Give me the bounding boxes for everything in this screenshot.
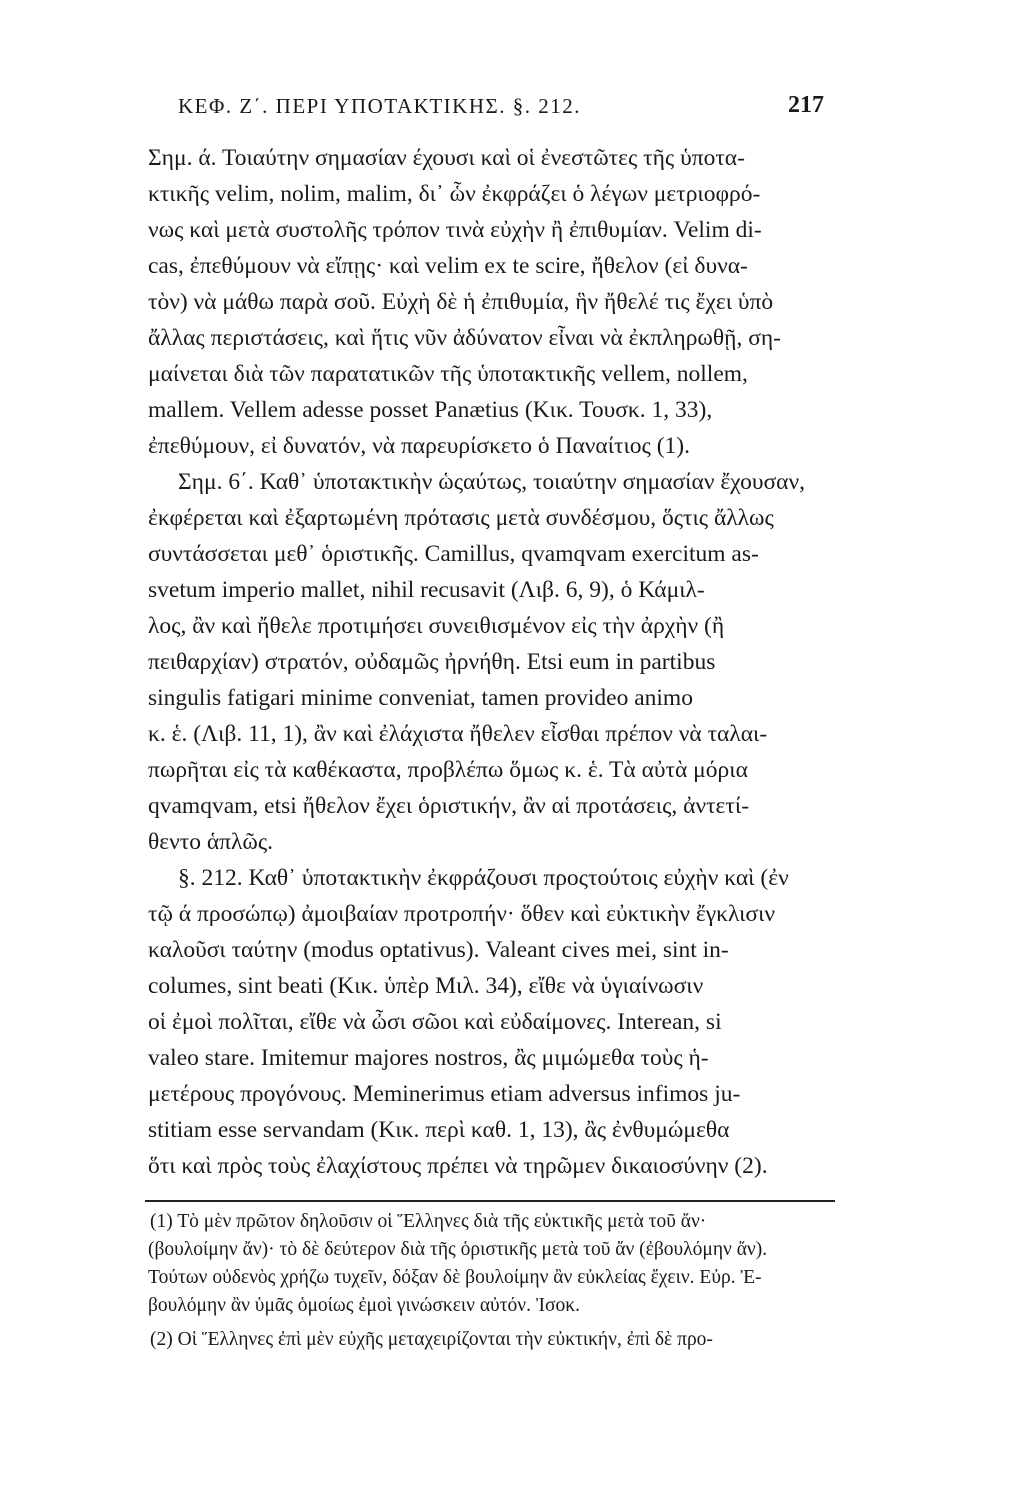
- text-line: stitiam esse servandam (Κικ. περὶ καθ. 1, 13), ἂς ἐνθυμώμεθα: [148, 1117, 730, 1143]
- text-line: καλοῦσι ταύτην (modus optativus). Valeant cives mei, sint in-: [148, 937, 729, 963]
- footnote-line: (βουλοίμην ἄν)· τὸ δὲ δεύτερον διὰ τῆς ὁριστικῆς μετὰ τοῦ ἄν (ἐβουλόμην ἄν).: [148, 1239, 768, 1260]
- text-line: κτικῆς velim, nolim, malim, δι᾽ ὧν ἐκφράζει ὁ λέγων μετριοφρό-: [148, 181, 761, 207]
- text-line: ἐπεθύμουν, εἰ δυνατόν, νὰ παρευρίσκετο ὁ Παναίτιος (1).: [148, 433, 690, 459]
- text-line: πωρῆται εἰς τὰ καθέκαστα, προβλέπω ὅμως κ. ἑ. Τὰ αὐτὰ μόρια: [148, 757, 748, 783]
- text-line: πειθαρχίαν) στρατόν, οὐδαμῶς ἠρνήθη. Etsi eum in partibus: [148, 649, 716, 675]
- text-line: ἄλλας περιστάσεις, καὶ ἥτις νῦν ἀδύνατον εἶναι νὰ ἐκπληρωθῇ, ση-: [148, 325, 781, 351]
- footnote-line: (1) Τὸ μὲν πρῶτον δηλοῦσιν οἱ Ἕλληνες διὰ τῆς εὐκτικῆς μετὰ τοῦ ἄν·: [150, 1211, 707, 1232]
- text-line: qvamqvam, etsi ἤθελον ἔχει ὁριστικήν, ἂν αἱ προτάσεις, ἀντετί-: [148, 793, 750, 819]
- footnote-line: Τούτων οὐδενὸς χρήζω τυχεῖν, δόξαν δὲ βουλοίμην ἂν εὐκλείας ἔχειν. Εὐρ. Ἐ-: [148, 1267, 762, 1288]
- text-line: μετέρους προγόνους. Meminerimus etiam adversus infimos ju-: [148, 1081, 741, 1107]
- text-line: συντάσσεται μεθ᾽ ὁριστικῆς. Camillus, qvamqvam exercitum as-: [148, 541, 759, 567]
- text-line: singulis fatigari minime conveniat, tamen provideo animo: [148, 685, 693, 711]
- text-line: ἐκφέρεται καὶ ἐξαρτωμένη πρότασις μετὰ συνδέσμου, ὅςτις ἄλλως: [148, 505, 774, 531]
- running-header: [0, 86, 1009, 126]
- text-line: Σημ. 6΄. Καθ᾽ ὑποτακτικὴν ὡςαύτως, τοιαύτην σημασίαν ἔχουσαν,: [178, 469, 805, 495]
- chapter-heading: ΚΕΦ. Ζ΄. ΠΕΡΙ ΥΠΟΤΑΚΤΙΚΗΣ. §. 212.: [178, 94, 581, 118]
- text-line: θεντο ἁπλῶς.: [148, 829, 274, 855]
- text-line: svetum imperio mallet, nihil recusavit (Λιβ. 6, 9), ὁ Κάμιλ-: [148, 577, 705, 603]
- text-line: mallem. Vellem adesse posset Panætius (Κικ. Τουσκ. 1, 33),: [148, 397, 713, 423]
- footnote-divider: [145, 1200, 835, 1202]
- text-line: cas, ἐπεθύμουν νὰ εἴπῃς· καὶ velim ex te scire, ἤθελον (εἰ δυνα-: [148, 253, 748, 279]
- text-line: Σημ. ά. Τοιαύτην σημασίαν έχουσι καὶ οἱ ἐνεστῶτες τῆς ὑποτα-: [148, 145, 745, 171]
- text-line: §. 212. Καθ᾽ ὑποτακτικὴν ἐκφράζουσι προςτούτοις εὐχὴν καὶ (ἐν: [178, 865, 789, 891]
- text-line: columes, sint beati (Κικ. ὑπὲρ Μιλ. 34), εἴθε νὰ ὑγιαίνωσιν: [148, 973, 704, 999]
- page-number: 217: [788, 92, 824, 118]
- footnote-line: (2) Οἱ Ἕλληνες ἐπὶ μὲν εὐχῆς μεταχειρίζονται τὴν εὐκτικήν, ἐπὶ δὲ προ-: [150, 1329, 713, 1350]
- text-line: ὅτι καὶ πρὸς τοὺς ἐλαχίστους πρέπει νὰ τηρῶμεν δικαιοσύνην (2).: [148, 1153, 768, 1179]
- text-line: valeo stare. Imitemur majores nostros, ἂς μιμώμεθα τοὺς ἡ-: [148, 1045, 709, 1071]
- text-line: τὸν) νὰ μάθω παρὰ σοῦ. Εὐχὴ δὲ ἡ ἐπιθυμία, ἣν ἤθελέ τις ἔχει ὑπὸ: [148, 289, 774, 315]
- text-line: οἱ ἐμοὶ πολῖται, εἴθε νὰ ὦσι σῶοι καὶ εὐδαίμονες. Interean, si: [148, 1009, 722, 1035]
- text-line: τῷ ά προσώπῳ) ἀμοιβαίαν προτροπήν· ὅθεν καὶ εὐκτικὴν ἔγκλισιν: [148, 901, 776, 927]
- text-line: νως καὶ μετὰ συστολῆς τρόπον τινὰ εὐχὴν ἢ ἐπιθυμίαν. Velim di-: [148, 217, 762, 243]
- text-line: κ. ἑ. (Λιβ. 11, 1), ἂν καὶ ἐλάχιστα ἤθελεν εἶσθαι πρέπον νὰ ταλαι-: [148, 721, 768, 747]
- footnote-line: βουλόμην ἂν ὑμᾶς ὁμοίως ἐμοὶ γινώσκειν αὐτόν. Ἰσοκ.: [148, 1295, 580, 1316]
- text-line: λος, ἂν καὶ ἤθελε προτιμήσει συνειθισμένον εἰς τὴν ἀρχὴν (ἢ: [148, 613, 725, 639]
- text-line: μαίνεται διὰ τῶν παρατατικῶν τῆς ὑποτακτικῆς vellem, nollem,: [148, 361, 748, 387]
